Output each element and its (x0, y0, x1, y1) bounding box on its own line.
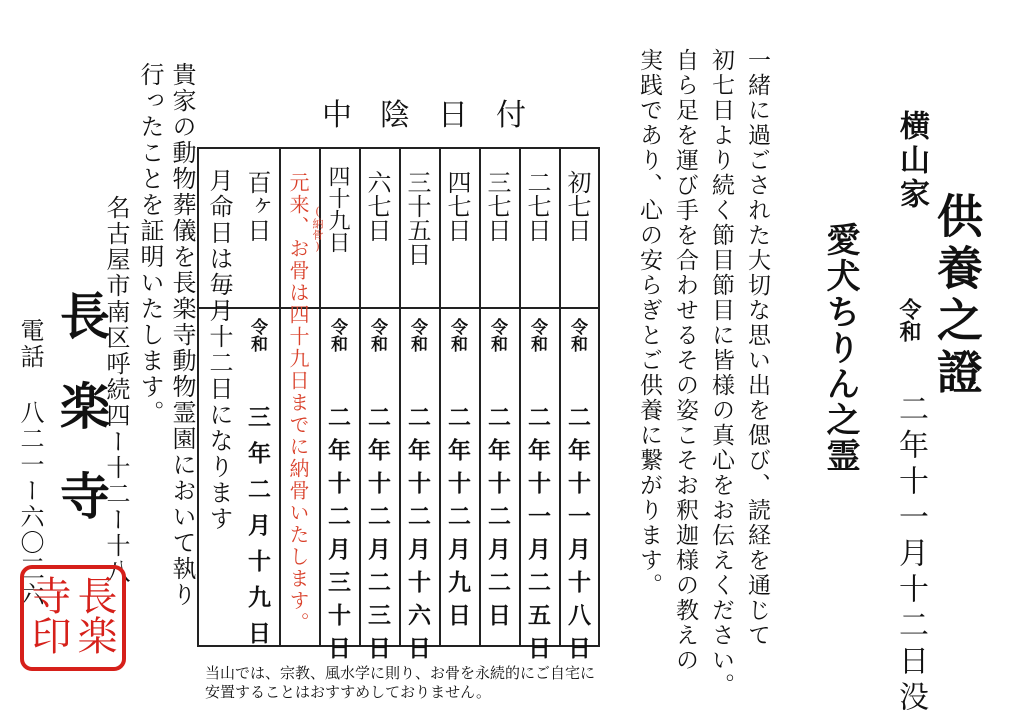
burial-note: 元来、お骨は四十九日までに納骨いたします。 (286, 172, 310, 634)
schedule-row-name: 二七日 (523, 170, 551, 242)
death-date: 二年十一月十二日没 (893, 393, 928, 717)
schedule-row-era: 令和 (487, 318, 507, 352)
table-column-line (439, 149, 441, 645)
table-column-line (559, 149, 561, 645)
schedule-row-era: 令和 (447, 318, 467, 352)
message-line-4: 実践であり、心の安らぎとご供養に繋がります。 (636, 48, 662, 598)
certificate-title: 供養之證 (930, 192, 984, 400)
schedule-row-era: 令和 (327, 318, 347, 352)
schedule-row-era: 令和 (367, 318, 387, 352)
family-name: 横山家 (894, 110, 929, 212)
schedule-row-date: 二年十二月二日 (484, 405, 511, 636)
message-line-2: 初七日より続く節目節目に皆様の真心をお伝えください。 (708, 48, 734, 698)
schedule-row-name: 四七日 (443, 170, 471, 242)
schedule-row-name: 三十五日 (403, 170, 431, 266)
storage-note-line-1: 当山では、宗教、風水学に則り、お骨を永続的にご自宅に (205, 664, 596, 682)
schedule-row-era: 令和 (247, 318, 267, 352)
storage-note-line-2: 安置することはおすすめしておりません。 (205, 683, 492, 701)
closing-line-1: 貴家の動物葬儀を長楽寺動物霊園において執り (168, 62, 196, 608)
seal-text: 寺印 (25, 575, 71, 655)
era-label: 令和 (896, 298, 922, 342)
table-column-line (399, 149, 401, 645)
schedule-row-name: 三七日 (483, 170, 511, 242)
schedule-row-date: 二年十一月十八日 (564, 405, 591, 669)
schedule-row-name: 初七日 (563, 170, 591, 242)
schedule-row-date: 三年二月十九日 (244, 405, 271, 657)
seal-text: 長楽 (71, 575, 117, 655)
schedule-row-note: (納骨) (311, 205, 324, 253)
schedule-title: 中陰日付 (322, 98, 554, 133)
table-column-line (519, 149, 521, 645)
schedule-row-date: 二年十二月二三日 (364, 405, 391, 669)
closing-line-2: 行ったことを証明いたします。 (136, 62, 164, 426)
message-line-3: 自ら足を運び手を合わせるその姿こそお釈迦様の教えの (672, 48, 698, 673)
temple-name: 長楽寺 (52, 290, 111, 560)
schedule-row-date: 二年十二月九日 (444, 405, 471, 636)
schedule-row-date: 二年十二月三十日 (324, 405, 351, 669)
pet-name: 愛犬ちりん之霊 (820, 222, 860, 474)
schedule-row-era: 令和 (567, 318, 587, 352)
storage-note (205, 664, 595, 702)
schedule-row-name: 六七日 (363, 170, 391, 242)
schedule-row-era: 令和 (527, 318, 547, 352)
message-line-1: 一緒に過ごされた大切な思い出を偲び、読経を通じて (744, 48, 770, 648)
schedule-row-date: 二年十二月十六日 (404, 405, 431, 669)
table-column-line (479, 149, 481, 645)
temple-phone: 電話 八二一ー六〇三六 (16, 318, 44, 608)
schedule-row-date: 二年十一月二五日 (524, 405, 551, 669)
temple-address: 名古屋市南区呼続四ー十二ー十八 (102, 195, 130, 585)
schedule-row-name: 百ヶ日 (243, 170, 271, 242)
temple-seal-stamp (20, 565, 126, 671)
schedule-row-name: 四十九日 (325, 165, 350, 253)
table-column-line (359, 149, 361, 645)
schedule-row-era: 令和 (407, 318, 427, 352)
table-column-line (279, 149, 281, 645)
monthly-anniversary: 月命日は毎月十二日になります (205, 168, 233, 532)
